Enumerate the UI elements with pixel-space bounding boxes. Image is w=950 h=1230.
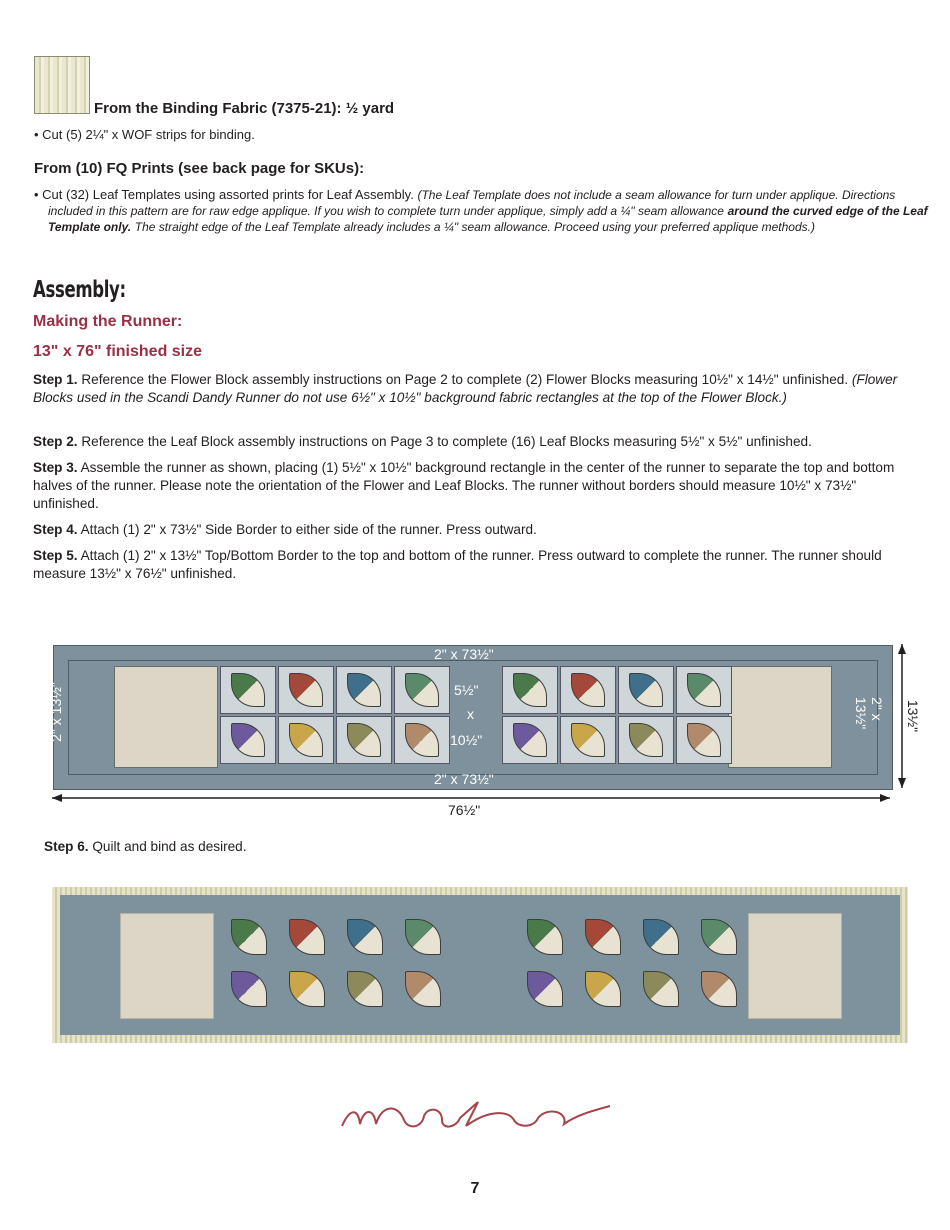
height-arrow-top-head xyxy=(898,644,906,654)
fq-note-c: The straight edge of the Leaf Template already includes a ¼" seam allowance. Proceed using your preferred applique methods.) xyxy=(134,220,815,234)
fq-bullet-text: Cut (32) Leaf Templates using assorted prints for Leaf Assembly. xyxy=(42,187,414,202)
leaf-block xyxy=(692,913,746,961)
leaf-block xyxy=(576,965,630,1013)
fq-note-a: (The Leaf Template does not include a seam allowance for turn under applique. Directions included in this pattern are for raw edge applique. If you wish to complete turn under applique, simply add a ¼" seam allowance xyxy=(48,188,896,218)
step-text: Attach (1) 2" x 13½" Top/Bottom Border to the top and bottom of the runner. Press outward to complete the runner. The runner should measure 13½" x 76½" unfinished. xyxy=(33,548,882,581)
width-arrow-right-head xyxy=(880,794,890,802)
leaf-block xyxy=(338,965,392,1013)
step-label: Step 3. xyxy=(33,460,78,475)
top-border-label: 2" x 73½" xyxy=(434,646,494,662)
leaf-block xyxy=(222,965,276,1013)
binding-bullet: • Cut (5) 2¼" x WOF strips for binding. xyxy=(34,127,255,142)
leaf-shape xyxy=(527,971,563,1007)
step-label: Step 5. xyxy=(33,548,78,563)
binding-fabric-heading: From the Binding Fabric (7375-21): ½ yard xyxy=(94,100,395,117)
leaf-shape xyxy=(527,919,563,955)
step-text: Reference the Leaf Block assembly instructions on Page 3 to complete (16) Leaf Blocks measuring 5½" x 5½" unfinished. xyxy=(81,434,812,449)
fq-bullet: • Cut (32) Leaf Templates using assorted prints for Leaf Assembly. (The Leaf Template does not include a seam allowance for turn under applique. Directions included in this pattern are for raw edge applique. If you wish to complete turn under applique, simply add a ¼" seam allowance around the curved edge of the Leaf Template only. The straight edge of the Leaf Template already includes a ¼" seam allowance. Proceed using your preferred applique methods.) xyxy=(34,187,928,234)
leaf-block xyxy=(280,913,334,961)
step-label: Step 2. xyxy=(33,434,78,449)
leaf-shape xyxy=(405,919,441,955)
moda-logo-text: moda xyxy=(462,1122,494,1135)
right-border-label: 2" x 13½" xyxy=(853,697,885,730)
dimension-arrows xyxy=(47,640,930,810)
step-text: Reference the Flower Block assembly instructions on Page 2 to complete (2) Flower Blocks measuring 10½" x 14½" unfinished. xyxy=(81,372,849,387)
center-x-label: x xyxy=(467,706,474,722)
step-text: Assemble the runner as shown, placing (1) 5½" x 10½" background rectangle in the center of the runner to separate the top and bottom halves of the runner. Please note the orientation of the Flower and Leaf Blocks. The runner without borders should measure 10½" x 73½" unfinished. xyxy=(33,460,895,511)
leaf-block xyxy=(576,913,630,961)
fq-note-b: around the curved edge of the Leaf Template only. xyxy=(48,204,928,234)
step-text: Quilt and bind as desired. xyxy=(92,839,247,854)
step-2 xyxy=(33,433,923,451)
leaf-shape xyxy=(701,971,737,1007)
leaf-block xyxy=(338,913,392,961)
leaf-shape xyxy=(347,919,383,955)
step-label: Step 6. xyxy=(44,839,89,854)
leaf-block xyxy=(634,913,688,961)
leaf-block xyxy=(222,913,276,961)
leaf-shape xyxy=(585,971,621,1007)
leaf-block xyxy=(396,965,450,1013)
leaf-shape xyxy=(643,971,679,1007)
page-number: 7 xyxy=(470,1180,480,1197)
width-dimension-label: 76½" xyxy=(448,802,481,818)
step-italic: (Flower Blocks used in the Scandi Dandy Runner do not use 6½" x 10½" background fabric rectangles at the top of the Flower Block.) xyxy=(33,372,898,405)
leaf-shape xyxy=(643,919,679,955)
leaf-shape xyxy=(701,919,737,955)
finished-size-heading: 13" x 76" finished size xyxy=(33,343,203,360)
finished-flower-right xyxy=(748,913,842,1019)
center-width-label: 5½" xyxy=(454,682,479,698)
binding-fabric-swatch xyxy=(34,56,90,114)
step-3 xyxy=(33,459,923,513)
leaf-block xyxy=(634,965,688,1013)
leaf-block xyxy=(692,965,746,1013)
step-label: Step 4. xyxy=(33,522,78,537)
assembly-title: Assembly: xyxy=(33,277,126,303)
fq-prints-heading: From (10) FQ Prints (see back page for SKUs): xyxy=(34,160,365,177)
leaf-shape xyxy=(347,971,383,1007)
finished-flower-left xyxy=(120,913,214,1019)
step-label: Step 1. xyxy=(33,372,78,387)
leaf-block xyxy=(280,965,334,1013)
center-height-label: 10½" xyxy=(450,732,483,748)
leaf-shape xyxy=(289,919,325,955)
width-arrow-left-head xyxy=(52,794,62,802)
bottom-border-label: 2" x 73½" xyxy=(434,771,494,787)
binding-bullet-text: Cut (5) 2¼" x WOF strips for binding. xyxy=(42,127,255,142)
finished-runner-photo xyxy=(60,895,900,1035)
step-6 xyxy=(44,838,934,856)
step-text: Attach (1) 2" x 73½" Side Border to either side of the runner. Press outward. xyxy=(80,522,537,537)
moda-logo xyxy=(338,1098,618,1138)
height-arrow-bottom-head xyxy=(898,778,906,788)
step-4 xyxy=(33,521,923,539)
leaf-shape xyxy=(231,919,267,955)
step-5 xyxy=(33,547,923,583)
left-border-label: 2" x 13½" xyxy=(47,682,64,742)
leaf-shape xyxy=(585,919,621,955)
height-dimension-label: 13½" xyxy=(905,699,922,733)
leaf-block xyxy=(518,913,572,961)
leaf-shape xyxy=(405,971,441,1007)
leaf-shape xyxy=(289,971,325,1007)
step-1 xyxy=(33,371,923,407)
leaf-block xyxy=(518,965,572,1013)
finished-runner-binding xyxy=(52,887,908,1043)
section-heading: Making the Runner: xyxy=(33,313,183,330)
leaf-shape xyxy=(231,971,267,1007)
leaf-block xyxy=(396,913,450,961)
